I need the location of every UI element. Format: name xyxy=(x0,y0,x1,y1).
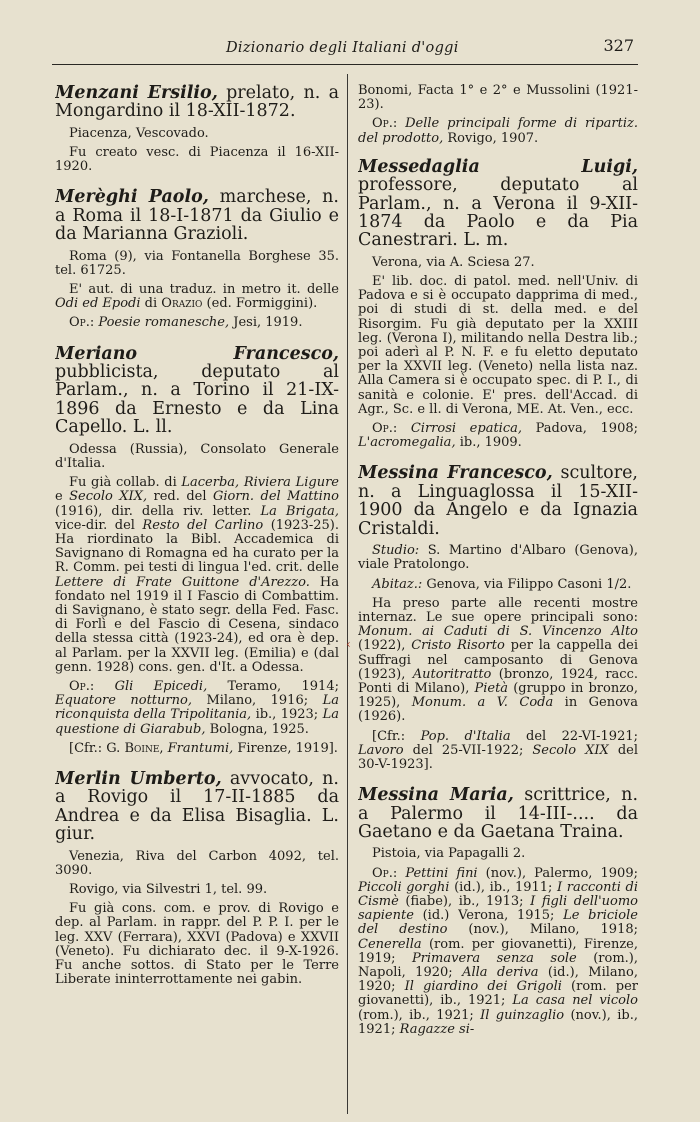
left-column xyxy=(55,84,339,1122)
entry-body xyxy=(55,283,339,311)
entry-heading xyxy=(55,770,339,844)
entry-address: Roma (9), via Fontanella Borghese 35. tel. 61725. xyxy=(55,248,339,278)
text-run: (1922), xyxy=(358,638,412,654)
text-run: del 25-VII-1922; xyxy=(403,742,533,758)
text-run: Genova, via Filippo Casoni 1/2. xyxy=(422,576,632,592)
text-run: Cirrosi epatica, xyxy=(397,421,522,437)
text-run: Op.: xyxy=(372,865,398,881)
entry-works xyxy=(55,680,339,737)
entry-name: Messedaglia Luigi, xyxy=(358,156,638,177)
entry-address: Pistoia, via Papagalli 2. xyxy=(372,846,526,862)
text-run: (nov.), ib., 1921; xyxy=(358,1007,638,1037)
text-run: Equatore notturno, xyxy=(55,693,192,709)
text-run: (fiabe), ib., 1913; xyxy=(398,893,531,909)
text-run: (rom. per giovanetti), Firenze, 1919; xyxy=(358,936,638,966)
text-run: Frantumi, xyxy=(167,740,234,756)
entry-address: Verona, via A. Sciesa 27. xyxy=(372,254,535,270)
entry-name: Messina Maria, xyxy=(358,785,514,806)
right-column xyxy=(358,84,638,1122)
entry-works xyxy=(358,117,638,145)
text-run: pubblicista, deputato al Parlam., n. a Torino il 21-IX-1896 da Ernesto e da Lina Capello. L. ll. xyxy=(55,362,339,438)
entry-heading xyxy=(358,464,638,538)
entry-works xyxy=(358,422,638,450)
entry-heading xyxy=(55,188,339,243)
text-run: (rom. per giovanetti), ib., 1921; xyxy=(358,979,638,1009)
entry-continuation: Bonomi, Facta 1° e 2° e Mussolini (1921-23). xyxy=(358,84,638,113)
text-run: del 30-V-1923]. xyxy=(358,742,638,772)
text-run: (nov.), Milano, 1918; xyxy=(447,922,638,938)
text-run: I racconti di Cismè xyxy=(358,879,638,909)
text-run: Op.: xyxy=(69,315,95,331)
entry-body: Fu creato vesc. di Piacenza il 16-XII-1920. xyxy=(55,145,339,175)
text-run: professore, deputato al Parlam., n. a Verona il 9-XII-1874 da Paolo e da Pia Canestrari. L. m. xyxy=(358,175,638,251)
entry-studio xyxy=(358,544,638,572)
entry-heading xyxy=(55,345,339,437)
entry-address: Rovigo, via Silvestri 1, tel. 99. xyxy=(69,881,268,897)
entry-messina-francesco xyxy=(358,464,638,772)
text-run: La Brigata, xyxy=(260,503,339,519)
text-run: (bronzo, 1924, racc. Ponti di Milano), xyxy=(358,666,638,696)
text-run: La casa nel vicolo xyxy=(512,993,638,1009)
text-run: Cristo Risorto xyxy=(411,638,505,654)
text-run: Abitaz.: xyxy=(372,576,423,592)
text-run: Ragazze si- xyxy=(399,1021,475,1037)
entry-body xyxy=(358,597,638,725)
text-run: Fu già collab. di xyxy=(69,475,182,491)
page-number: 327 xyxy=(603,36,634,55)
text-run: Ha fondato nel 1919 il I Fascio di Combattim. di Savignano, è stato segr. della Fed. Fasc. di Forlì e del Fascio di Cesena, sindaco della stessa città (1923-24), ed ora è dep. al Parlam. per la XXVII leg. (Emilia) e (dal genn. 1928) cons. gen. d'It. a Odessa. xyxy=(55,574,339,675)
text-run: Piccoli gorghi xyxy=(358,879,450,895)
margin-mark: ‹ xyxy=(346,637,351,651)
entry-abitazione xyxy=(358,578,638,592)
text-run: Cenerella xyxy=(358,936,422,952)
text-run: (id.) Verona, 1915; xyxy=(413,908,564,924)
text-run: avvocato, n. a Rovigo il 17-II-1885 da Andrea e da Elisa Bisaglia. L. giur. xyxy=(55,768,339,845)
text-run: Pettini fini xyxy=(397,865,478,881)
text-run: (rom.), ib., 1921; xyxy=(358,1007,481,1023)
entry-menzani xyxy=(55,84,339,174)
entry-heading xyxy=(358,786,638,841)
text-run: Rovigo, 1907. xyxy=(443,130,539,146)
entry-works xyxy=(358,867,638,1037)
entry-address: Venezia, Riva del Carbon 4092, tel. 3090. xyxy=(55,848,339,878)
text-run: Il giardino dei Grigoli xyxy=(404,979,562,995)
text-run: La questione di Giarabub, xyxy=(55,707,339,737)
text-run: ib., 1909. xyxy=(455,435,522,451)
text-run: di xyxy=(140,296,162,312)
entry-mereghi xyxy=(55,188,339,330)
text-run: Lettere di Frate Guittone d'Arezzo. xyxy=(55,574,310,590)
entry-name: Meriano Francesco, xyxy=(55,343,339,364)
entry-merlin-continued xyxy=(358,84,638,146)
text-run: (id.), Milano, 1920; xyxy=(358,965,638,995)
text-run: Odi ed Epodi xyxy=(55,296,141,312)
text-run: Padova, 1908; xyxy=(521,421,638,437)
text-run: (1916), dir. della riv. letter. xyxy=(55,503,261,519)
entry-name: Merèghi Paolo, xyxy=(55,187,209,208)
text-run: Le briciole del destino xyxy=(358,908,638,938)
entry-heading xyxy=(358,158,638,250)
text-run: in Genova (1926). xyxy=(358,695,638,725)
text-run: [Cfr.: G. xyxy=(69,740,125,756)
entry-meriano xyxy=(55,345,339,756)
text-run: marchese, n. a Roma il 18-I-1871 da Giulio e da Marianna Grazioli. xyxy=(55,187,339,245)
entry-body: E' lib. doc. di patol. med. nell'Univ. di Padova e si è occupato dapprima di med., poi di studi di st. della med. e del Risorgim. Fu già deputato per la XXIII leg. (Verona I), militando nella Destra lib.; poi aderì al P. N. F. e fu eletto deputato per la XXVII leg. (Veneto) nella lista naz. Alla Camera si è occupato spec. di P. I., di sanità e colonie. E' pres. dell'Accad. di Agr., Sc. e ll. di Verona, ME. At. Ven., ecc. xyxy=(358,274,638,417)
entry-messina-maria xyxy=(358,786,638,1037)
text-run: Jesi, 1919. xyxy=(229,315,303,331)
entry-body: Fu già cons. com. e prov. di Rovigo e dep. al Parlam. in rappr. del P. P. I. per le leg. XXV (Ferrara), XXVI (Padova) e XXVII (Veneto). Fu dichiarato dec. il 9-X-1926. Fu anche sottos. di Stato per le Terre Liberate ininterrottamente nei gabin. xyxy=(55,901,339,988)
text-run: Il guinzaglio xyxy=(480,1007,565,1023)
entry-name: Merlin Umberto, xyxy=(55,768,222,789)
text-run: Primavera senza sole xyxy=(411,950,577,966)
text-run: Op.: xyxy=(372,116,398,132)
text-run: Op.: xyxy=(372,421,398,437)
text-run: (ed. Formiggini). xyxy=(202,296,318,312)
column-divider xyxy=(347,74,348,1114)
text-run: del 22-VI-1921; xyxy=(510,728,638,744)
text-run: Poesie romanesche, xyxy=(94,315,230,331)
text-run: Lacerba, Riviera Ligure xyxy=(181,475,339,491)
text-run: Pop. d'Italia xyxy=(420,728,511,744)
page-header xyxy=(50,36,638,60)
text-run: , xyxy=(159,740,168,756)
text-run: Teramo, 1914; xyxy=(207,678,339,694)
entry-messedaglia xyxy=(358,158,638,451)
text-run: Ha preso parte alle recenti mostre internaz. Le sue opere principali sono: xyxy=(358,595,638,625)
text-run: prelato, n. a Mongardino il 18-XII-1872. xyxy=(55,84,339,122)
text-run: Gli Epicedi, xyxy=(94,678,208,694)
text-run: (id.), ib., 1911; xyxy=(449,879,558,895)
text-run: Op.: xyxy=(69,678,95,694)
text-run: Orazio xyxy=(161,296,203,312)
header-rule xyxy=(52,64,638,65)
entry-heading xyxy=(55,84,339,121)
text-run: I figli dell'uomo sapiente xyxy=(358,893,638,924)
entry-name: Menzani Ersilio, xyxy=(55,84,218,103)
text-run: Pietà xyxy=(474,680,509,696)
text-run: Delle principali forme di ripartiz. del prodotto, xyxy=(358,116,638,146)
text-run: Lavoro xyxy=(358,742,404,758)
text-run: red. del xyxy=(147,489,213,505)
text-run: L'acromegalia, xyxy=(358,435,456,451)
entry-references xyxy=(358,730,638,773)
entry-body xyxy=(55,476,339,675)
text-run: Bologna, 1925. xyxy=(205,721,309,737)
text-run: Monum. a V. Coda xyxy=(411,695,554,711)
text-run: Boine xyxy=(124,740,160,756)
entry-references xyxy=(55,742,339,756)
text-run: Autoritratto xyxy=(412,666,492,682)
entry-name: Messina Francesco, xyxy=(358,463,553,484)
text-run: Studio: xyxy=(372,543,420,559)
text-run: e xyxy=(55,489,70,505)
text-run: E' aut. di una traduz. in metro it. delle xyxy=(69,282,339,298)
text-run: Alla deriva xyxy=(462,965,539,980)
text-run: Giorn. del Mattino xyxy=(212,489,339,505)
entry-address: Odessa (Russia), Consolato Generale d'Italia. xyxy=(55,441,339,471)
text-run: Resto del Carlino xyxy=(142,517,264,533)
running-title: Dizionario degli Italiani d'oggi xyxy=(226,40,459,56)
text-run: (rom.), Napoli, 1920; xyxy=(358,950,638,980)
entry-merlin xyxy=(55,770,339,987)
text-run: (nov.), Palermo, 1909; xyxy=(477,865,638,881)
text-run: S. Martino d'Albaro (Genova), viale Pratolongo. xyxy=(358,543,638,573)
text-run: La riconquista della Tripolitania, xyxy=(55,693,339,723)
text-run: Monum. ai Caduti di S. Vincenzo Alto xyxy=(358,624,638,640)
entry-address: Piacenza, Vescovado. xyxy=(69,125,209,141)
text-run: [Cfr.: xyxy=(372,728,421,744)
text-run: per la cappella dei Suffragi nel camposanto di Genova (1923), xyxy=(358,638,638,682)
text-run: Secolo XIX, xyxy=(69,489,148,505)
entry-works xyxy=(55,316,339,330)
text-run: ib., 1923; xyxy=(251,707,323,723)
text-run: Milano, 1916; xyxy=(191,693,323,709)
text-run: vice-dir. del xyxy=(55,517,143,533)
text-run: (1923-25). Ha riordinato la Bibl. Accademica di Savignano di Romagna ed ha curato per la R. Comm. pei testi di lingua l'ed. crit. delle xyxy=(55,517,339,576)
text-run: (gruppo in bronzo, 1925), xyxy=(358,680,638,711)
text-run: Secolo XIX xyxy=(532,742,609,758)
text-run: Firenze, 1919]. xyxy=(233,740,338,756)
text-run: scultore, n. a Linguaglossa il 15-XII-1900 da Angelo e da Ignazia Cristaldi. xyxy=(358,463,638,539)
text-run: scrittrice, n. a Palermo il 14-III-.... da Gaetano e da Gaetana Traina. xyxy=(358,785,638,842)
